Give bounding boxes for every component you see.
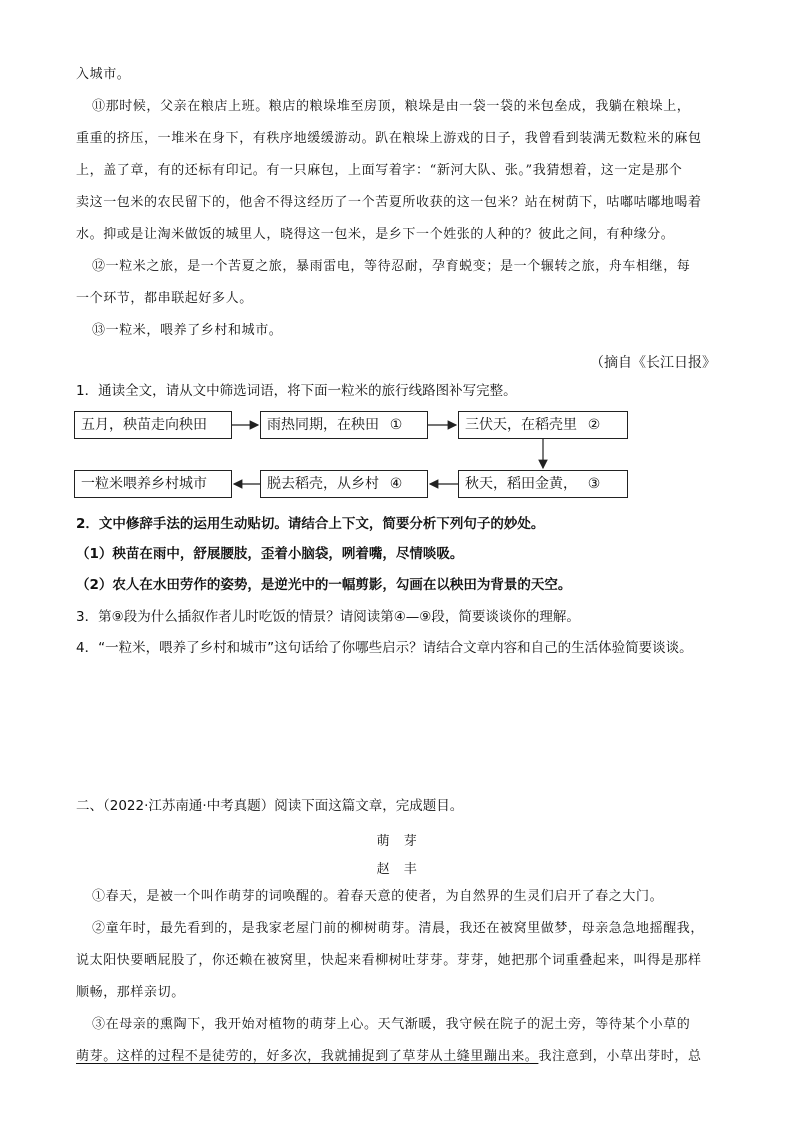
article-title: 萌 芽 <box>376 834 418 849</box>
flow-box-text: 三伏天，在稻壳里 <box>465 417 577 433</box>
article-paragraph-3: ③在母亲的熏陶下，我开始对植物的萌芽上心。天气渐暖，我守候在院子的泥土旁，等待某个小草的 <box>92 1017 691 1032</box>
flow-box-text: 脱去稻壳，从乡村 <box>267 476 379 492</box>
passage-line: ⑫一粒米之旅，是一个苦夏之旅，暴雨雷电，等待忍耐，孕育蜕变；是一个辗转之旅，舟车相继，每 <box>92 259 691 274</box>
passage-line: 上，盖了章，有的还标有印记。有一只麻包，上面写着字：“新河大队、张。”我猜想着，这一定是那个 <box>76 163 683 178</box>
section-2-heading: 二、（2022·江苏南通·中考真题）阅读下面这篇文章，完成题目。 <box>76 798 464 814</box>
passage-line: 卖这一包米的农民留下的，他舍不得这经历了一个苦夏所收获的这一包米？站在树荫下，咕嘟咕嘟地喝着 <box>76 195 702 210</box>
question-4: 4．“一粒米，喂养了乡村和城市”这句话给了你哪些启示？请结合文章内容和自己的生活体验简要谈谈。 <box>76 640 693 656</box>
question-2-sentence-2: （2）农人在水田劳作的姿势，是逆光中的一幅剪影，勾画在以秧田为背景的天空。 <box>76 577 572 593</box>
article-paragraph-2: 说太阳快要晒屁股了，你还赖在被窝里，快起来看柳树吐芽芽。芽芽，她把那个词重叠起来，叫得是那样 <box>76 953 702 968</box>
article-paragraph-1: ①春天，是被一个叫作萌芽的词唤醒的。着春天意的使者，为自然界的生灵们启开了春之大门。 <box>92 889 664 904</box>
blank-4[interactable]: ④ <box>381 471 411 498</box>
passage-line: ⑪那时候，父亲在粮店上班。粮店的粮垛堆至房顶，粮垛是由一袋一袋的米包垒成，我躺在粮垛上， <box>92 99 691 114</box>
article-paragraph-3 <box>76 1048 702 1066</box>
passage-line: 一个环节，都串联起好多人。 <box>76 291 253 306</box>
question-3: 3．第⑨段为什么插叙作者儿时吃饭的情景？请阅读第④—⑨段，简要谈谈你的理解。 <box>76 609 580 625</box>
text-span: 我注意到，小草出芽时，总 <box>538 1049 702 1064</box>
flow-box-text: 雨热同期，在秧田 <box>267 417 379 433</box>
blank-2[interactable]: ② <box>579 412 609 439</box>
question-2: 2．文中修辞手法的运用生动贴切。请结合上下文，简要分析下列句子的妙处。 <box>76 516 545 532</box>
article-paragraph-2: ②童年时，最先看到的，是我家老屋门前的柳树萌芽。清晨，我还在被窝里做梦，母亲急急地摇醒我， <box>92 921 705 936</box>
question-2-sentence-1: （1）秧苗在雨中，舒展腰肢，歪着小脑袋，咧着嘴，尽情啖吸。 <box>76 546 464 562</box>
passage-line: 入城市。 <box>76 67 131 82</box>
article-paragraph-2: 顺畅，那样亲切。 <box>76 985 185 1000</box>
passage-line: ⑬一粒米，喂养了乡村和城市。 <box>92 323 283 338</box>
source-citation: （摘自《长江日报》 <box>590 355 716 371</box>
article-author: 赵 丰 <box>376 862 418 877</box>
flow-box-text: 五月，秧苗走向秧田 <box>81 417 207 433</box>
flow-box-text: 秋天，稻田金黄， <box>465 476 577 492</box>
blank-1[interactable]: ① <box>381 412 411 439</box>
flow-box-text: 一粒米喂养乡村城市 <box>81 476 207 492</box>
passage-line: 重重的挤压，一堆米在身下，有秩序地缓缓游动。趴在粮垛上游戏的日子，我曾看到装满无数粒米的麻包 <box>76 131 702 146</box>
underlined-sentence: 萌芽。这样的过程不是徒劳的，好多次，我就捕捉到了草芽从土缝里蹦出来。 <box>76 1049 539 1064</box>
question-1: 1．通读全文，请从文中筛选词语，将下面一粒米的旅行线路图补写完整。 <box>76 383 517 399</box>
passage-line: 水。抑或是让淘米做饭的城里人，晓得这一包米，是乡下一个姓张的人种的？彼此之间，有种缘分。 <box>76 227 675 242</box>
blank-3[interactable]: ③ <box>579 471 609 498</box>
